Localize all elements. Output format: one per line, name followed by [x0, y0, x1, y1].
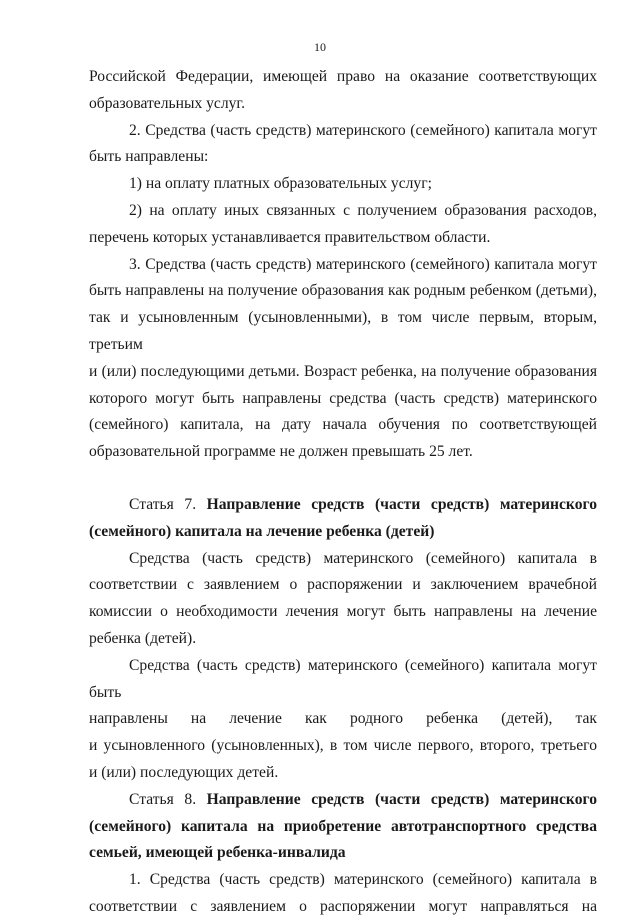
list-item: 2) на оплату иных связанных с получением образования расходов,	[129, 201, 597, 219]
article-title: семьей, имеющей ребенка-инвалида	[89, 844, 346, 862]
paragraph-line: так и усыновленным (усыновленными), в том числе первым, вторым, третьим	[89, 309, 597, 353]
paragraph-line: перечень которых устанавливается правительством области.	[89, 228, 491, 246]
article-heading	[89, 492, 597, 519]
article-label: Статья 8.	[129, 790, 197, 808]
paragraph-line: Российской Федерации, имеющей право на оказание соответствующих	[89, 68, 597, 85]
paragraph-line: которого могут быть направлены средства (часть средств) материнского	[89, 389, 597, 407]
article-label: Статья 7.	[129, 495, 197, 513]
paragraph-line: направлены на лечение как родного ребенка (детей), так	[89, 710, 597, 728]
article-heading-line	[89, 519, 597, 546]
article-title: Направление средств (части средств) материнского	[206, 790, 597, 808]
article-title: (семейного) капитала на приобретение автотранспортного средства	[89, 817, 597, 835]
paragraph-line: Средства (часть средств) материнского (семейного) капитала могут быть	[89, 656, 597, 701]
paragraph-line: ребенка (детей).	[89, 629, 197, 647]
paragraph-line: образовательной программе не должен превышать 25 лет.	[89, 443, 473, 461]
article-title: Направление средств (части средств) материнского	[206, 495, 597, 513]
paragraph-line: 3. Средства (часть средств) материнского (семейного) капитала могут	[129, 255, 597, 273]
paragraph-line: и (или) последующих детей.	[89, 763, 279, 781]
article-heading	[89, 787, 597, 814]
paragraph-line: комиссии о необходимости лечения могут быть направлены на лечение	[89, 603, 597, 621]
page-number: 10	[314, 40, 326, 54]
paragraph-line: 2. Средства (часть средств) материнского (семейного) капитала могут	[129, 121, 597, 139]
paragraph-line: образовательных услуг.	[89, 94, 245, 112]
paragraph-line: быть направлены на получение образования как родным ребенком (детьми),	[89, 282, 597, 300]
paragraph-line: и (или) последующими детьми. Возраст ребенка, на получение образования	[89, 362, 597, 380]
article-title: (семейного) капитала на лечение ребенка (детей)	[89, 522, 435, 540]
article-heading-line	[89, 840, 597, 867]
list-item: 1) на оплату платных образовательных услуг;	[129, 175, 432, 193]
paragraph-line: Средства (часть средств) материнского (семейного) капитала в	[129, 549, 597, 567]
paragraph-line: соответствии с заявлением о распоряжении могут направляться на	[89, 897, 597, 915]
paragraph-line: 1. Средства (часть средств) материнского (семейного) капитала в	[129, 871, 597, 889]
document-body	[89, 64, 597, 921]
paragraph-line: и усыновленного (усыновленных), в том числе первого, второго, третьего	[89, 737, 597, 755]
article-heading-line	[89, 814, 597, 841]
paragraph-line: соответствии с заявлением о распоряжении и заключением врачебной	[89, 576, 597, 594]
paragraph-line: (семейного) капитала, на дату начала обучения по соответствующей	[89, 416, 597, 434]
paragraph-line: быть направлены:	[89, 148, 209, 166]
